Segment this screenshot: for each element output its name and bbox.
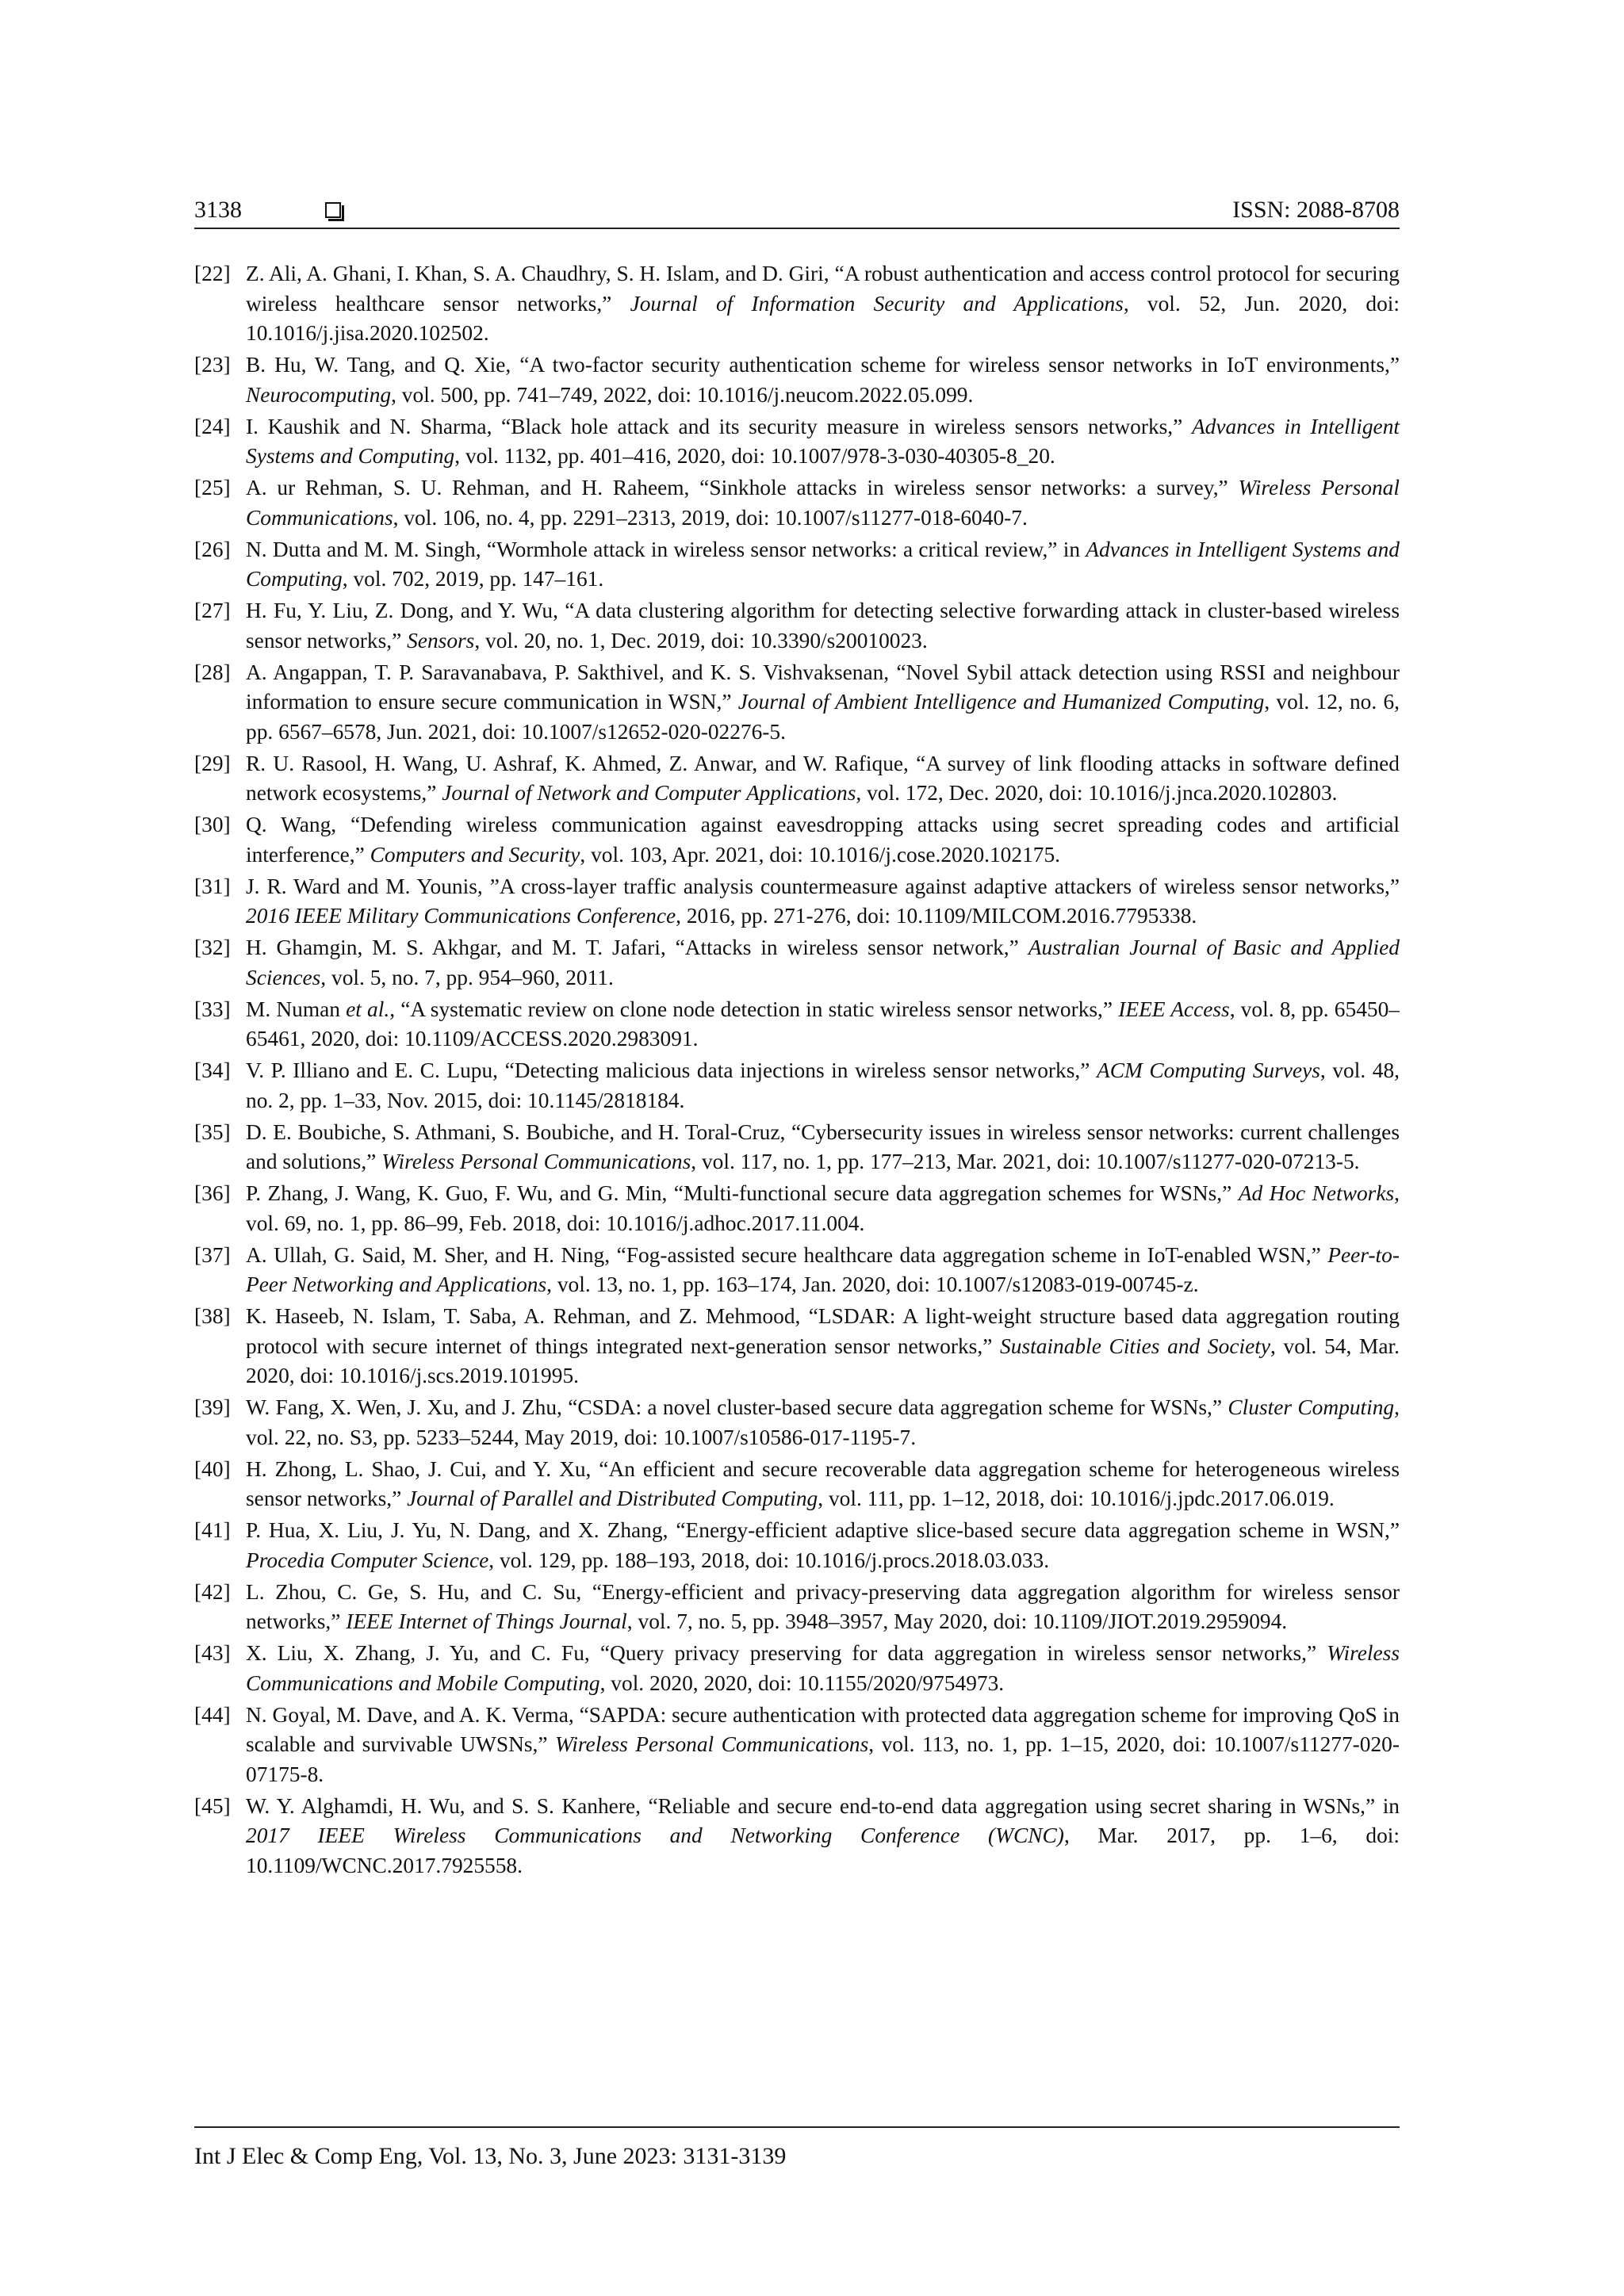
page-header — [194, 193, 1400, 229]
reference-number: [43] — [194, 1641, 231, 1665]
reference-number: [31] — [194, 874, 231, 898]
reference-item: [23] B. Hu, W. Tang, and Q. Xie, “A two-factor security authentication scheme for wireless sensor networks in IoT environments,” Neurocomputing, vol. 500, pp. 741–749, 2022, doi: 10.1016/j.neucom.2022.05.099. — [194, 350, 1400, 410]
reference-etal: et al. — [346, 997, 390, 1021]
reference-item: [24] I. Kaushik and N. Sharma, “Black hole attack and its security measure in wireless sensors networks,” Advances in Intelligent Systems and Computing, vol. 1132, pp. 401–416, 2020, doi: 10.1007/978-3-030-40305-8_20. — [194, 412, 1400, 472]
reference-venue: Advances in Intelligent Systems and Computing — [246, 537, 1400, 591]
reference-number: [22] — [194, 262, 231, 285]
reference-number: [45] — [194, 1793, 231, 1818]
reference-list — [194, 259, 1400, 1883]
reference-number: [34] — [194, 1058, 231, 1082]
reference-item: [32] H. Ghamgin, M. S. Akhgar, and M. T. Jafari, “Attacks in wireless sensor network,” Australian Journal of Basic and Applied Sciences, vol. 5, no. 7, pp. 954–960, 2011. — [194, 933, 1400, 993]
reference-venue: Advances in Intelligent Systems and Computing — [246, 414, 1400, 468]
reference-venue: Wireless Communications and Mobile Computing — [246, 1641, 1400, 1695]
reference-item: [27] H. Fu, Y. Liu, Z. Dong, and Y. Wu, “A data clustering algorithm for detecting selective forwarding attack in cluster-based wireless sensor networks,” Sensors, vol. 20, no. 1, Dec. 2019, doi: 10.3390/s20010023. — [194, 596, 1400, 656]
page-footer — [194, 2126, 1400, 2172]
reference-number: [25] — [194, 476, 231, 499]
square-icon — [325, 202, 341, 218]
reference-number: [35] — [194, 1119, 231, 1144]
reference-number: [41] — [194, 1518, 231, 1542]
reference-item: [25] A. ur Rehman, S. U. Rehman, and H. Raheem, “Sinkhole attacks in wireless sensor networks: a survey,” Wireless Personal Communications, vol. 106, no. 4, pp. 2291–2313, 2019, doi: 10.1007/s11277-018-6040-7. — [194, 473, 1400, 533]
reference-number: [42] — [194, 1579, 231, 1604]
reference-number: [32] — [194, 936, 231, 959]
reference-item: [34] V. P. Illiano and E. C. Lupu, “Detecting malicious data injections in wireless sensor networks,” ACM Computing Surveys, vol. 48, no. 2, pp. 1–33, Nov. 2015, doi: 10.1145/2818184. — [194, 1056, 1400, 1115]
reference-item: [28] A. Angappan, T. P. Saravanabava, P. Sakthivel, and K. S. Vishvaksenan, “Novel Sybil attack detection using RSSI and neighbour information to ensure secure communication in WSN,” Journal of Ambient Intelligence and Humanized Computing, vol. 12, no. 6, pp. 6567–6578, Jun. 2021, doi: 10.1007/s12652-020-02276-5. — [194, 658, 1400, 748]
reference-number: [36] — [194, 1181, 231, 1205]
reference-venue: Journal of Information Security and Applications — [630, 291, 1124, 316]
reference-number: [44] — [194, 1702, 231, 1727]
issn-label: ISSN: 2088-8708 — [1232, 197, 1400, 223]
reference-item: [33] M. Numan et al., “A systematic review on clone node detection in static wireless sensor networks,” IEEE Access, vol. 8, pp. 65450–65461, 2020, doi: 10.1109/ACCESS.2020.2983091. — [194, 995, 1400, 1054]
reference-venue: Wireless Personal Communications — [555, 1732, 869, 1756]
reference-item: [37] A. Ullah, G. Said, M. Sher, and H. Ning, “Fog-assisted secure healthcare data aggregation scheme in IoT-enabled WSN,” Peer-to-Peer Networking and Applications, vol. 13, no. 1, pp. 163–174, Jan. 2020, doi: 10.1007/s12083-019-00745-z. — [194, 1241, 1400, 1300]
page-number: 3138 — [194, 197, 242, 223]
reference-venue: Ad Hoc Networks — [1238, 1181, 1395, 1205]
reference-venue: Peer-to-Peer Networking and Applications — [246, 1242, 1400, 1296]
reference-venue: ACM Computing Surveys — [1096, 1058, 1320, 1082]
reference-item: [22] Z. Ali, A. Ghani, I. Khan, S. A. Chaudhry, S. H. Islam, and D. Giri, “A robust authentication and access control protocol for securing wireless healthcare sensor networks,” Journal of Information Security and Applications, vol. 52, Jun. 2020, doi: 10.1016/j.jisa.2020.102502. — [194, 259, 1400, 349]
reference-venue: 2017 IEEE Wireless Communications and Networking Conference (WCNC) — [246, 1823, 1064, 1847]
reference-number: [40] — [194, 1456, 231, 1481]
reference-venue: IEEE Access — [1118, 997, 1230, 1021]
reference-item: [41] P. Hua, X. Liu, J. Yu, N. Dang, and X. Zhang, “Energy-efficient adaptive slice-based secure data aggregation scheme in WSN,” Procedia Computer Science, vol. 129, pp. 188–193, 2018, doi: 10.1016/j.procs.2018.03.033. — [194, 1516, 1400, 1575]
reference-venue: Journal of Parallel and Distributed Computing — [407, 1487, 818, 1510]
reference-number: [37] — [194, 1242, 231, 1267]
reference-venue: Cluster Computing — [1228, 1395, 1395, 1419]
reference-item: [26] N. Dutta and M. M. Singh, “Wormhole attack in wireless sensor networks: a critical review,” in Advances in Intelligent Systems and Computing, vol. 702, 2019, pp. 147–161. — [194, 535, 1400, 595]
reference-venue: Neurocomputing — [246, 382, 392, 407]
reference-venue: Wireless Personal Communications — [246, 476, 1400, 530]
reference-item: [42] L. Zhou, C. Ge, S. Hu, and C. Su, “Energy-efficient and privacy-preserving data aggregation algorithm for wireless sensor networks,” IEEE Internet of Things Journal, vol. 7, no. 5, pp. 3948–3957, May 2020, doi: 10.1109/JIOT.2019.2959094. — [194, 1578, 1400, 1637]
reference-item: [30] Q. Wang, “Defending wireless communication against eavesdropping attacks using secret spreading codes and artificial interference,” Computers and Security, vol. 103, Apr. 2021, doi: 10.1016/j.cose.2020.102175. — [194, 810, 1400, 870]
reference-item: [38] K. Haseeb, N. Islam, T. Saba, A. Rehman, and Z. Mehmood, “LSDAR: A light-weight structure based data aggregation routing protocol with secure internet of things integrated next-generation sensor networks,” Sustainable Cities and Society, vol. 54, Mar. 2020, doi: 10.1016/j.scs.2019.101995. — [194, 1302, 1400, 1391]
reference-venue: Journal of Ambient Intelligence and Humanized Computing — [737, 690, 1265, 714]
reference-number: [23] — [194, 353, 231, 377]
reference-item: [31] J. R. Ward and M. Younis, ”A cross-layer traffic analysis countermeasure against adaptive attackers of wireless sensor networks,” 2016 IEEE Military Communications Conference, 2016, pp. 271-276, doi: 10.1109/MILCOM.2016.7795338. — [194, 872, 1400, 932]
reference-number: [28] — [194, 660, 231, 684]
reference-venue: Australian Journal of Basic and Applied Sciences — [246, 936, 1400, 989]
reference-item: [39] W. Fang, X. Wen, J. Xu, and J. Zhu, “CSDA: a novel cluster-based secure data aggregation scheme for WSNs,” Cluster Computing, vol. 22, no. S3, pp. 5233–5244, May 2019, doi: 10.1007/s10586-017-1195-7. — [194, 1393, 1400, 1452]
reference-venue: Sensors — [407, 628, 475, 652]
reference-number: [30] — [194, 813, 231, 836]
reference-venue: IEEE Internet of Things Journal — [346, 1609, 627, 1633]
reference-item: [44] N. Goyal, M. Dave, and A. K. Verma, “SAPDA: secure authentication with protected data aggregation scheme for improving QoS in scalable and survivable UWSNs,” Wireless Personal Communications, vol. 113, no. 1, pp. 1–15, 2020, doi: 10.1007/s11277-020-07175-8. — [194, 1701, 1400, 1790]
reference-number: [27] — [194, 599, 231, 622]
reference-item: [40] H. Zhong, L. Shao, J. Cui, and Y. Xu, “An efficient and secure recoverable data aggregation scheme for heterogeneous wireless sensor networks,” Journal of Parallel and Distributed Computing, vol. 111, pp. 1–12, 2018, doi: 10.1016/j.jpdc.2017.06.019. — [194, 1455, 1400, 1514]
reference-item: [45] W. Y. Alghamdi, H. Wu, and S. S. Kanhere, “Reliable and secure end-to-end data aggregation using secret sharing in WSNs,” in 2017 IEEE Wireless Communications and Networking Conference (WCNC), Mar. 2017, pp. 1–6, doi: 10.1109/WCNC.2017.7925558. — [194, 1792, 1400, 1881]
reference-number: [29] — [194, 751, 231, 775]
reference-venue: Procedia Computer Science — [246, 1548, 489, 1572]
reference-item: [29] R. U. Rasool, H. Wang, U. Ashraf, K. Ahmed, Z. Anwar, and W. Rafique, “A survey of link flooding attacks in software defined network ecosystems,” Journal of Network and Computer Applications, vol. 172, Dec. 2020, doi: 10.1016/j.jnca.2020.102803. — [194, 749, 1400, 809]
reference-venue: 2016 IEEE Military Communications Conference — [246, 904, 676, 928]
reference-item: [43] X. Liu, X. Zhang, J. Yu, and C. Fu, “Query privacy preserving for data aggregation in wireless sensor networks,” Wireless Communications and Mobile Computing, vol. 2020, 2020, doi: 10.1155/2020/9754973. — [194, 1639, 1400, 1698]
reference-number: [39] — [194, 1395, 231, 1419]
reference-venue: Sustainable Cities and Society — [1000, 1334, 1271, 1358]
reference-number: [33] — [194, 997, 231, 1021]
reference-number: [38] — [194, 1304, 231, 1328]
reference-venue: Wireless Personal Communications — [381, 1150, 691, 1173]
reference-item: [35] D. E. Boubiche, S. Athmani, S. Boubiche, and H. Toral-Cruz, “Cybersecurity issues in wireless sensor networks: current challenges and solutions,” Wireless Personal Communications, vol. 117, no. 1, pp. 177–213, Mar. 2021, doi: 10.1007/s11277-020-07213-5. — [194, 1118, 1400, 1177]
reference-venue: Journal of Network and Computer Applications — [442, 781, 856, 805]
reference-venue: Computers and Security — [370, 842, 580, 867]
reference-item: [36] P. Zhang, J. Wang, K. Guo, F. Wu, and G. Min, “Multi-functional secure data aggregation schemes for WSNs,” Ad Hoc Networks, vol. 69, no. 1, pp. 86–99, Feb. 2018, doi: 10.1016/j.adhoc.2017.11.004. — [194, 1179, 1400, 1238]
reference-number: [26] — [194, 537, 231, 561]
footer-citation: Int J Elec & Comp Eng, Vol. 13, No. 3, June 2023: 3131-3139 — [194, 2143, 787, 2169]
reference-number: [24] — [194, 414, 231, 438]
